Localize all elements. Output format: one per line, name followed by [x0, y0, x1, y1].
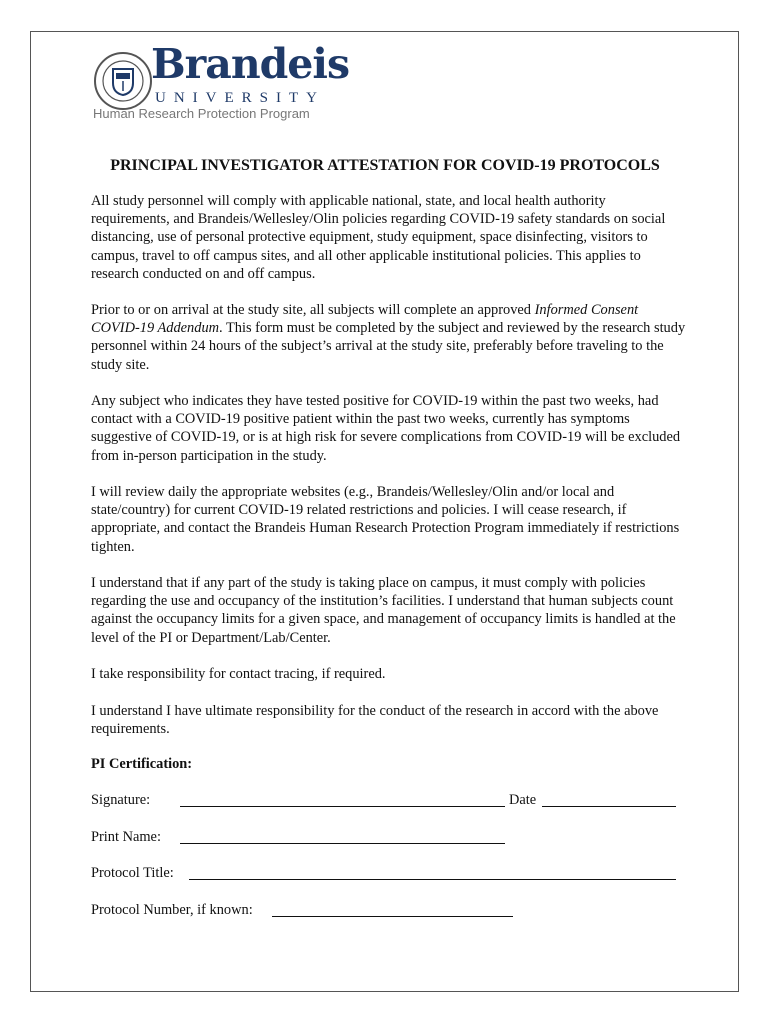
paragraph-consent-pre: Prior to or on arrival at the study site, all subjects will complete an approved: [91, 302, 535, 318]
paragraph-contact-tracing: I take responsibility for contact tracing, if required.: [91, 666, 386, 682]
signature-field[interactable]: [180, 806, 505, 807]
program-label: Human Research Protection Program: [93, 106, 310, 121]
protocol-title-label: Protocol Title:: [91, 865, 174, 881]
paragraph-review: I will review daily the appropriate websites (e.g., Brandeis/Wellesley/Olin and/or local and state/country) for current COVID-19 related restrictions and policies. I will cease research, if appropriate, and contact the Brandeis Human Research Protection Program immediately if restrictions tighten.: [91, 484, 680, 555]
university-label: UNIVERSITY: [155, 90, 325, 106]
protocol-title-field[interactable]: [189, 879, 676, 880]
university-seal-icon: [93, 51, 153, 111]
print-name-field[interactable]: [180, 843, 505, 844]
signature-label: Signature:: [91, 792, 151, 808]
protocol-number-label: Protocol Number, if known:: [91, 902, 253, 918]
document-title: PRINCIPAL INVESTIGATOR ATTESTATION FOR COVID-19 PROTOCOLS: [110, 157, 660, 174]
paragraph-exclusion: Any subject who indicates they have tested positive for COVID-19 within the past two weeks, had contact with a COVID-19 positive patient within the past two weeks, currently has symptoms suggestive of COVID-19, or is at high risk for severe complications from COVID-19 will be excluded from in-person participation in the study.: [91, 393, 681, 464]
brand-name: Brandeis: [151, 40, 350, 88]
paragraph-campus: I understand that if any part of the study is taking place on campus, it must comply with policies regarding the use and occupancy of the institution’s facilities. I understand that human subjects count against the occupancy limits for a given space, and management of occupancy limits is handled at the level of the PI or Department/Lab/Center.: [91, 575, 676, 646]
protocol-number-field[interactable]: [272, 916, 513, 917]
print-name-label: Print Name:: [91, 829, 161, 845]
paragraph-responsibility: I understand I have ultimate responsibility for the conduct of the research in accord with the above requirements.: [91, 703, 659, 738]
date-field[interactable]: [542, 806, 676, 807]
consent-addendum-title: Informed Consent COVID-19 Addendum: [91, 302, 639, 337]
date-label: Date: [509, 792, 537, 808]
paragraph-consent-post: . This form must be completed by the subject and reviewed by the research study personnel within 24 hours of the subject’s arrival at the study site, preferably before traveling to the study site.: [91, 320, 686, 373]
certification-heading: PI Certification:: [91, 756, 193, 772]
paragraph-consent: [91, 301, 687, 374]
paragraph-compliance: All study personnel will comply with applicable national, state, and local health authority requirements, and Brandeis/Wellesley/Olin policies regarding COVID-19 safety standards on social distancing, use of personal protective equipment, study equipment, space disinfecting, visitors to campus, travel to off campus sites, and all other applicable institutional policies. This applies to research conducted on and off campus.: [91, 193, 666, 282]
brandeis-logo: [93, 40, 350, 126]
